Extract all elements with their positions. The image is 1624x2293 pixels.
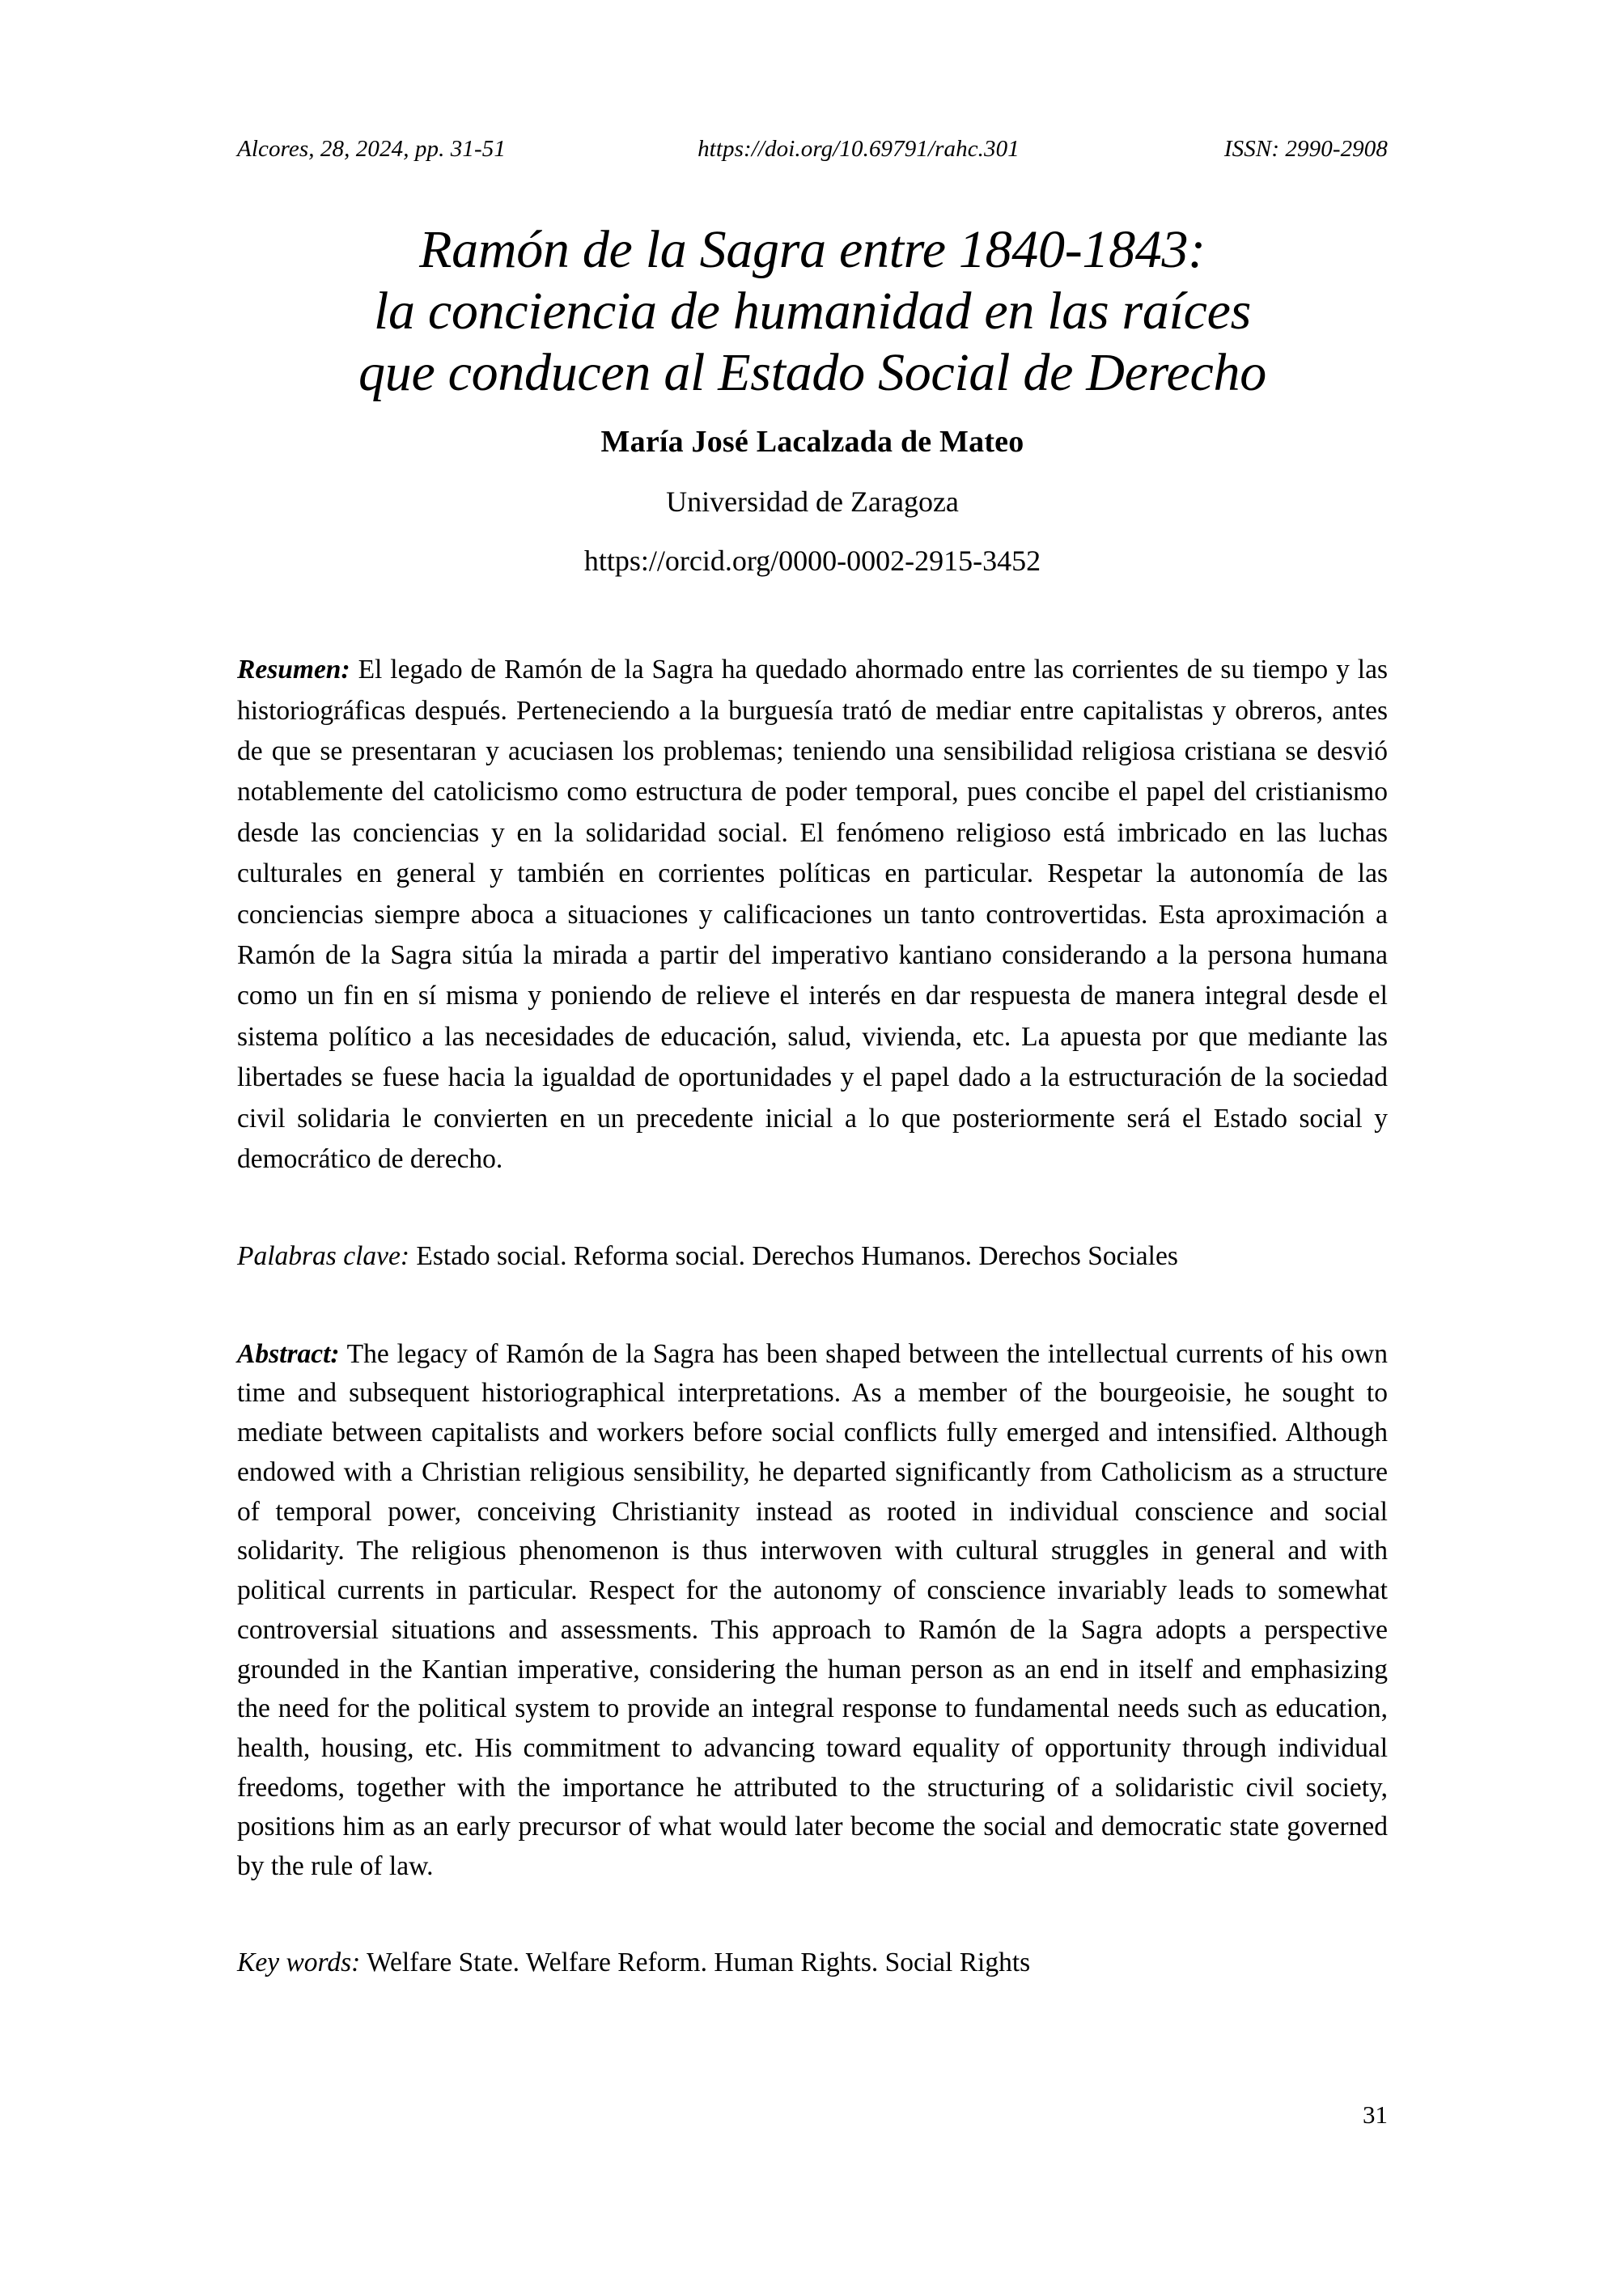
keywords-english-text: Welfare State. Welfare Reform. Human Rights. Social Rights (367, 1948, 1031, 1978)
author-affiliation: Universidad de Zaragoza (666, 485, 959, 519)
abstract-english-label: Abstract: (237, 1338, 340, 1369)
keywords-spanish (237, 1207, 1388, 1277)
issn-label: ISSN: 2990-2908 (1223, 136, 1388, 162)
page-number: 31 (1363, 2100, 1388, 2129)
journal-citation: Alcores, 28, 2024, pp. 31-51 (237, 136, 506, 162)
running-head (237, 0, 1388, 161)
keywords-spanish-text: Estado social. Reforma social. Derechos Humanos. Derechos Sociales (416, 1240, 1178, 1271)
doi-link[interactable]: https://doi.org/10.69791/rahc.301 (698, 136, 1020, 162)
abstract-english-text: The legacy of Ramón de la Sagra has been shaped between the intellectual currents of his own time and subsequent historiographical interpretations. As a member of the bourgeoisie, he sought to mediate between capitalists and workers before social conflicts fully emerged and intensified. Although endowed with a Christian religious sensibility, he departed significantly from Catholicism as a structure of temporal power, conceiving Christianity instead as rooted in individual conscience and social solidarity. The religious phenomenon is thus interwoven with cultural struggles in general and with political currents in particular. Respect for the autonomy of conscience invariably leads to somewhat controversial situations and assessments. This approach to Ramón de la Sagra adopts a perspective grounded in the Kantian imperative, considering the human person as an end in itself and emphasizing the need for the political system to provide an integral response to fundamental needs such as education, health, housing, etc. His commitment to advancing toward equality of opportunity through individual freedoms, together with the importance he attributed to the structuring of a solidaristic civil society, positions him as an early precursor of what would later become the social and democratic state governed by the rule of law. (237, 1338, 1388, 1882)
page-content (237, 0, 1388, 2011)
page-title (237, 161, 1388, 405)
abstract-english (237, 1304, 1388, 1887)
title-line-1: Ramón de la Sagra entre 1840-1843: (419, 220, 1206, 279)
title-line-3: que conducen al Estado Social de Derecho (358, 343, 1266, 403)
keywords-english (237, 1914, 1388, 1983)
keywords-spanish-label: Palabras clave: (237, 1240, 410, 1271)
author-name: María José Lacalzada de Mateo (600, 424, 1024, 459)
title-line-2: la conciencia de humanidad en las raíces (373, 282, 1252, 341)
abstract-spanish-text: El legado de Ramón de la Sagra ha quedado ahormado entre las corrientes de su tiempo y las historiográficas después. Perteneciendo a la burguesía trató de mediar entre capitalistas y obreros, antes de que se presentaran y acuciasen los problemas; teniendo una sensibilidad religiosa cristiana se desvió notablemente del catolicismo como estructura de poder temporal, pues concibe el papel del cristianismo desde las conciencias y en la solidaridad social. El fenómeno religioso está imbricado en las luchas culturales en general y también en corrientes políticas en particular. Respetar la autonomía de las conciencias siempre aboca a situaciones y calificaciones un tanto controvertidas. Esta aproximación a Ramón de la Sagra sitúa la mirada a partir del imperativo kantiano considerando a la persona humana como un fin en sí misma y poniendo de relieve el interés en dar respuesta de manera integral desde el sistema político a las necesidades de educación, salud, vivienda, etc. La apuesta por que mediante las libertades se fuese hacia la igualdad de oportunidades y el papel dado a la estructuración de la sociedad civil solidaria le convierten en un precedente inicial a lo que posteriormente será el Estado social y democrático de derecho. (237, 655, 1388, 1174)
abstract-spanish-label: Resumen: (237, 655, 350, 685)
abstract-spanish (237, 606, 1388, 1180)
author-orcid-link[interactable]: https://orcid.org/0000-0002-2915-3452 (583, 545, 1041, 578)
keywords-english-label: Key words: (237, 1948, 361, 1978)
